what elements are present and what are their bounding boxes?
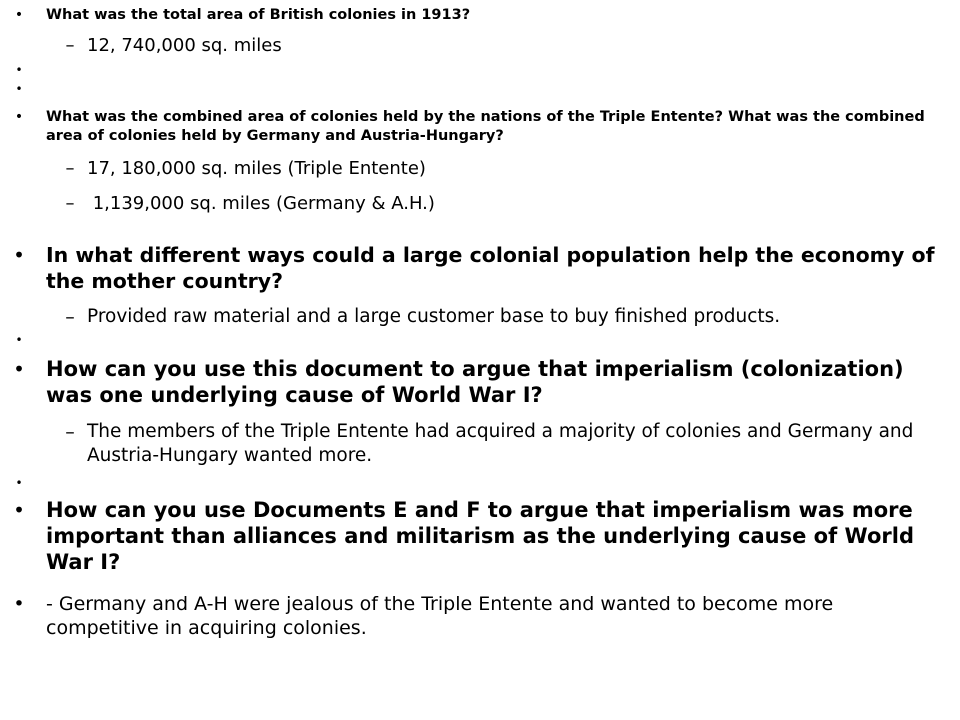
answer-text: The members of the Triple Entente had acquired a majority of colonies and Germany and Austria-Hungary wanted more.	[87, 421, 914, 466]
answer-text: 1,139,000 sq. miles (Germany & A.H.)	[87, 193, 435, 214]
answer-text: 12, 740,000 sq. miles	[87, 35, 282, 56]
dash: –	[65, 158, 75, 179]
dash: –	[65, 35, 75, 56]
bullet: •	[13, 243, 25, 267]
dash: –	[65, 306, 75, 328]
bullet: •	[13, 593, 25, 615]
bullet: •	[15, 476, 23, 490]
bullet: •	[15, 82, 23, 96]
question-text: What was the combined area of colonies held by the nations of the Triple Entente? What was the combined area of colonies held by Germany and Austria-Hungary?	[46, 109, 925, 144]
statement-text: - Germany and A-H were jealous of the Triple Entente and wanted to become more competitive in acquiring colonies.	[46, 593, 834, 639]
answer-text: 17, 180,000 sq. miles (Triple Entente)	[87, 158, 426, 179]
question-text: In what different ways could a large colonial population help the economy of the mother country?	[46, 243, 935, 293]
answer-text: Provided raw material and a large customer base to buy finished products.	[87, 306, 781, 327]
question-text: What was the total area of British colonies in 1913?	[46, 7, 471, 23]
question-text: How can you use Documents E and F to argue that imperialism was more important than alliances and militarism as the underlying cause of World War I?	[46, 498, 914, 574]
bullet: •	[15, 333, 23, 347]
question-text: How can you use this document to argue that imperialism (colonization) was one underlying cause of World War I?	[46, 357, 904, 407]
bullet: •	[15, 63, 23, 77]
dash: –	[65, 193, 75, 214]
dash: –	[65, 421, 75, 443]
bullet: •	[13, 498, 25, 522]
bullet: •	[14, 109, 24, 125]
bullet: •	[14, 7, 24, 23]
bullet: •	[13, 357, 25, 381]
